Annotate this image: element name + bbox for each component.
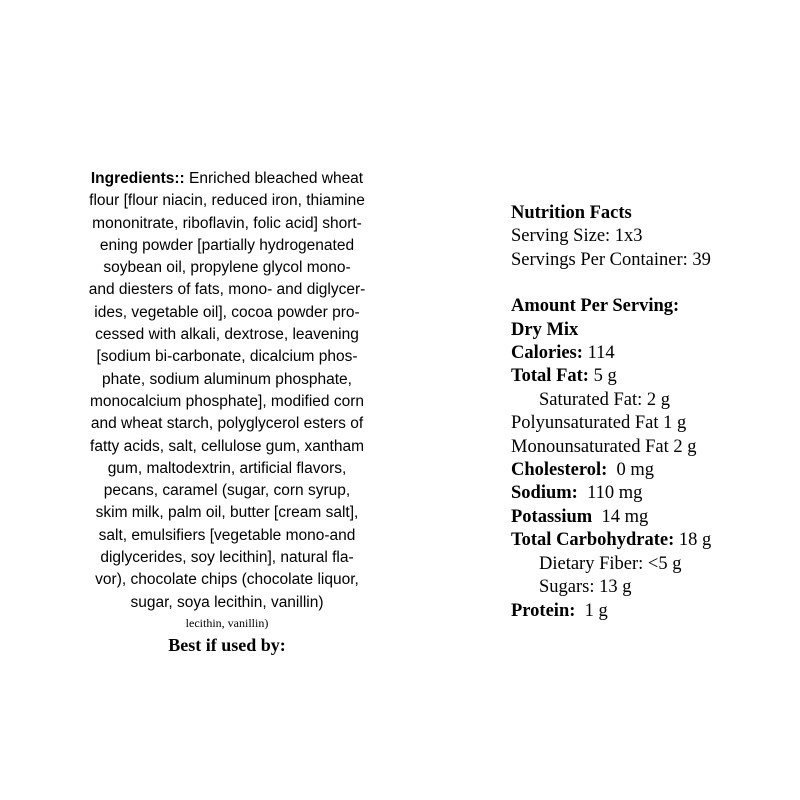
total-carbohydrate-label: Total Carbohydrate:: [511, 530, 675, 551]
protein-label: Protein:: [511, 600, 576, 621]
ingredients-line: ides, vegetable oil], cocoa powder pro-: [94, 303, 360, 321]
sodium-value: 110 mg: [587, 483, 643, 504]
best-if-used-by: Best if used by:: [168, 634, 286, 655]
ingredients-line: fatty acids, salt, cellulose gum, xantham: [90, 437, 364, 455]
calories-label: Calories:: [511, 343, 583, 364]
ingredients-line: flour [flour niacin, reduced iron, thiamine: [89, 192, 365, 210]
nutrition-facts-panel: [511, 202, 791, 623]
ingredients-line: cessed with alkali, dextrose, leavening: [95, 326, 359, 344]
cholesterol-value: 0 mg: [616, 460, 655, 481]
ingredients-first-line: [62, 168, 392, 190]
total-carbohydrate-value: 18 g: [678, 530, 712, 551]
nutrition-title: Nutrition Facts: [511, 203, 632, 223]
calories-value: 114: [587, 343, 615, 364]
protein-value: 1 g: [584, 600, 608, 621]
sugars: Sugars: 13 g: [539, 577, 632, 598]
ingredients-line: vor), chocolate chips (chocolate liquor,: [95, 571, 359, 589]
ingredients-line: salt, emulsifiers [vegetable mono-and: [98, 526, 356, 544]
ingredients-line: ening powder [partially hydrogenated: [99, 236, 355, 254]
total-carbohydrate-row: [511, 529, 791, 552]
monounsaturated-fat: Monounsaturated Fat 2 g: [511, 436, 697, 457]
potassium-row: [511, 506, 791, 529]
servings-per-container: Servings Per Container: 39: [511, 249, 711, 270]
cholesterol-row: [511, 459, 791, 482]
ingredients-line: pecans, caramel (sugar, corn syrup,: [103, 482, 351, 500]
ingredients-line: and diesters of fats, mono- and diglycer-: [88, 281, 366, 299]
amount-per-serving: Amount Per Serving:: [511, 296, 680, 317]
ingredients-label: Ingredients::: [90, 170, 185, 187]
dietary-fiber: Dietary Fiber: <5 g: [539, 553, 682, 574]
sodium-row: [511, 482, 791, 505]
protein-row: [511, 600, 791, 623]
ingredients-line: skim milk, palm oil, butter [cream salt],: [95, 504, 359, 522]
calories-row: [511, 342, 791, 365]
cholesterol-label: Cholesterol:: [511, 460, 608, 481]
dry-mix-heading: Dry Mix: [511, 319, 579, 340]
ingredients-first-line-text: Enriched bleached wheat: [189, 170, 364, 187]
ingredients-line: soybean oil, propylene glycol mono-: [103, 259, 351, 277]
sodium-label: Sodium:: [511, 483, 578, 504]
potassium-value: 14 mg: [601, 506, 649, 527]
ingredients-line: and wheat starch, polyglycerol esters of: [90, 415, 364, 433]
ingredients-line: phate, sodium aluminum phosphate,: [102, 370, 352, 388]
ingredients-line: gum, maltodextrin, artificial flavors,: [107, 459, 347, 477]
saturated-fat: Saturated Fat: 2 g: [539, 389, 671, 410]
ingredients-line: [sodium bi-carbonate, dicalcium phos-: [96, 348, 358, 366]
polyunsaturated-fat: Polyunsaturated Fat 1 g: [511, 413, 687, 434]
total-fat-value: 5 g: [593, 366, 617, 387]
total-fat-row: [511, 365, 791, 388]
potassium-label: Potassium: [511, 506, 593, 527]
spacer: [511, 272, 791, 295]
ingredients-line: sugar, soya lecithin, vanillin): [130, 593, 324, 611]
ingredients-line: diglycerides, soy lecithin], natural fla-: [100, 549, 354, 567]
ingredients-small-line: lecithin, vanillin): [185, 615, 269, 630]
ingredients-line: mononitrate, riboflavin, folic acid] short-: [92, 214, 362, 232]
ingredients-line: monocalcium phosphate], modified corn: [90, 392, 364, 410]
total-fat-label: Total Fat:: [511, 366, 589, 387]
serving-size: Serving Size: 1x3: [511, 226, 643, 247]
ingredients-panel: [62, 168, 392, 658]
